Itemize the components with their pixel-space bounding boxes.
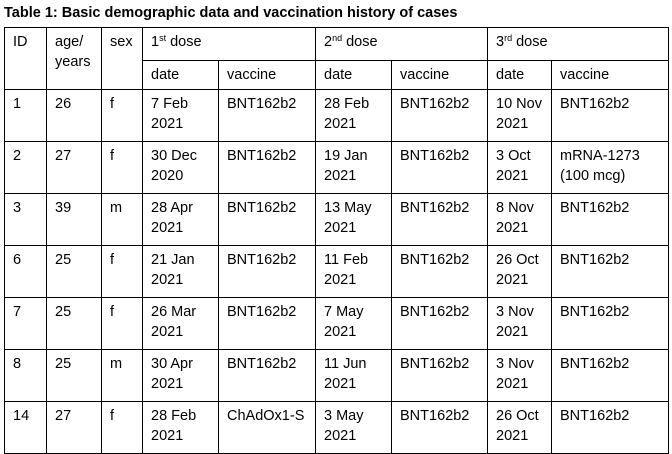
cell-dose-2-vaccine <box>392 246 488 298</box>
cell-dose-3-vaccine <box>552 90 669 142</box>
table-row <box>5 298 669 350</box>
cell-dose-1-date <box>143 298 219 350</box>
cell-dose-1-date-line: 28 Apr <box>151 200 193 216</box>
cell-dose-2-vaccine-line: BNT162b2 <box>400 252 470 268</box>
table-caption: Table 1: Basic demographic data and vaccination history of cases <box>4 5 458 21</box>
dose-2-number: 2 <box>324 34 333 50</box>
cell-dose-3-date-line: 2021 <box>496 220 529 236</box>
cell-dose-1-vaccine-line: BNT162b2 <box>227 252 297 268</box>
cell-dose-1-date <box>143 350 219 402</box>
cell-dose-3-vaccine <box>552 402 669 454</box>
cell-id: 8 <box>5 350 47 402</box>
cell-age: 25 <box>47 350 102 402</box>
cell-dose-3-date-line: 2021 <box>496 324 529 340</box>
header-row-doses <box>5 28 669 61</box>
table-row <box>5 90 669 142</box>
cell-dose-3-date <box>488 194 552 246</box>
cell-dose-2-vaccine-line: BNT162b2 <box>400 356 470 372</box>
cell-dose-3-date <box>488 90 552 142</box>
cell-dose-1-vaccine <box>219 350 316 402</box>
table-row <box>5 350 669 402</box>
cell-id: 2 <box>5 142 47 194</box>
demographics-table <box>4 27 669 454</box>
dose-1-number: 1 <box>151 34 160 50</box>
cell-dose-1-date-line: 2021 <box>151 116 184 132</box>
cell-dose-2-date <box>316 194 392 246</box>
header-dose-2-date: date <box>316 61 392 90</box>
cell-dose-3-vaccine-line: BNT162b2 <box>560 252 630 268</box>
cell-dose-1-date-line: 2021 <box>151 324 184 340</box>
cell-dose-3-date-line: 3 Oct <box>496 148 531 164</box>
header-age-line2: years <box>55 54 91 70</box>
cell-sex: f <box>102 402 143 454</box>
cell-dose-2-vaccine-line: BNT162b2 <box>400 304 470 320</box>
cell-dose-2-date <box>316 142 392 194</box>
cell-dose-1-vaccine-line: BNT162b2 <box>227 96 297 112</box>
cell-dose-2-vaccine <box>392 194 488 246</box>
table-row <box>5 246 669 298</box>
cell-dose-3-vaccine <box>552 194 669 246</box>
header-age-line1: age/ <box>55 34 84 50</box>
cell-dose-3-date-line: 3 Nov <box>496 304 534 320</box>
cell-dose-2-date-line: 2021 <box>324 324 357 340</box>
dose-2-suffix: nd <box>332 33 343 43</box>
cell-dose-1-date <box>143 142 219 194</box>
cell-age: 25 <box>47 246 102 298</box>
cell-dose-1-vaccine <box>219 246 316 298</box>
cell-id: 7 <box>5 298 47 350</box>
cell-dose-2-date-line: 2021 <box>324 220 357 236</box>
cell-dose-1-date <box>143 90 219 142</box>
cell-dose-3-vaccine <box>552 246 669 298</box>
cell-dose-1-date <box>143 402 219 454</box>
cell-dose-2-date <box>316 350 392 402</box>
cell-sex: f <box>102 298 143 350</box>
cell-dose-3-date-line: 8 Nov <box>496 200 534 216</box>
header-dose-2-vaccine: vaccine <box>392 61 488 90</box>
cell-dose-3-date-line: 10 Nov <box>496 96 542 112</box>
cell-dose-2-date <box>316 90 392 142</box>
cell-dose-3-vaccine-line: BNT162b2 <box>560 200 630 216</box>
cell-dose-2-date-line: 19 Jan <box>324 148 368 164</box>
cell-dose-1-date-line: 2021 <box>151 428 184 444</box>
cell-dose-3-date-line: 3 Nov <box>496 356 534 372</box>
header-id: ID <box>5 28 47 90</box>
cell-sex: m <box>102 350 143 402</box>
cell-dose-2-date-line: 2021 <box>324 168 357 184</box>
cell-dose-1-date-line: 28 Feb <box>151 408 197 424</box>
cell-dose-2-date-line: 13 May <box>324 200 372 216</box>
cell-dose-1-vaccine-line: BNT162b2 <box>227 148 297 164</box>
cell-dose-1-date-line: 26 Mar <box>151 304 197 320</box>
cell-dose-1-vaccine-line: ChAdOx1-S <box>227 408 305 424</box>
cell-dose-3-vaccine-line: (100 mcg) <box>560 168 626 184</box>
cell-dose-2-vaccine-line: BNT162b2 <box>400 148 470 164</box>
cell-dose-2-date <box>316 246 392 298</box>
cell-dose-3-vaccine-line: BNT162b2 <box>560 96 630 112</box>
table-row <box>5 402 669 454</box>
cell-dose-3-vaccine <box>552 142 669 194</box>
cell-sex: f <box>102 90 143 142</box>
header-age <box>47 28 102 90</box>
cell-dose-1-date-line: 7 Feb <box>151 96 189 112</box>
cell-dose-3-date-line: 2021 <box>496 168 529 184</box>
header-sex: sex <box>102 28 143 90</box>
cell-dose-1-date-line: 2021 <box>151 220 184 236</box>
header-dose-3 <box>488 28 669 61</box>
cell-dose-1-vaccine-line: BNT162b2 <box>227 304 297 320</box>
cell-dose-3-vaccine <box>552 298 669 350</box>
header-dose-2 <box>316 28 488 61</box>
cell-dose-3-date-line: 2021 <box>496 272 529 288</box>
cell-dose-2-date-line: 2021 <box>324 116 357 132</box>
cell-dose-2-date-line: 11 Feb <box>324 252 369 268</box>
cell-dose-1-date-line: 30 Dec <box>151 148 197 164</box>
cell-dose-1-date-line: 2020 <box>151 168 184 184</box>
cell-dose-2-date-line: 2021 <box>324 376 357 392</box>
cell-dose-1-vaccine <box>219 298 316 350</box>
cell-id: 3 <box>5 194 47 246</box>
cell-dose-3-date <box>488 298 552 350</box>
cell-dose-3-date <box>488 246 552 298</box>
cell-dose-2-date-line: 2021 <box>324 272 357 288</box>
cell-dose-2-vaccine <box>392 298 488 350</box>
cell-dose-2-date-line: 7 May <box>324 304 364 320</box>
cell-sex: f <box>102 246 143 298</box>
cell-dose-3-date-line: 2021 <box>496 376 529 392</box>
cell-dose-1-vaccine-line: BNT162b2 <box>227 356 297 372</box>
cell-dose-3-date <box>488 142 552 194</box>
cell-id: 6 <box>5 246 47 298</box>
cell-dose-2-date-line: 11 Jun <box>324 356 367 372</box>
cell-age: 27 <box>47 142 102 194</box>
cell-dose-2-vaccine <box>392 90 488 142</box>
table-row <box>5 142 669 194</box>
dose-3-word: dose <box>512 34 548 50</box>
dose-2-word: dose <box>342 34 378 50</box>
cell-sex: f <box>102 142 143 194</box>
cell-dose-2-date <box>316 298 392 350</box>
cell-dose-3-vaccine <box>552 350 669 402</box>
cell-age: 27 <box>47 402 102 454</box>
cell-dose-2-vaccine-line: BNT162b2 <box>400 96 470 112</box>
cell-dose-1-vaccine <box>219 90 316 142</box>
cell-dose-1-date <box>143 246 219 298</box>
cell-dose-2-vaccine <box>392 142 488 194</box>
header-dose-3-date: date <box>488 61 552 90</box>
cell-dose-1-vaccine <box>219 142 316 194</box>
cell-id: 14 <box>5 402 47 454</box>
cell-dose-3-vaccine-line: BNT162b2 <box>560 356 630 372</box>
cell-id: 1 <box>5 90 47 142</box>
cell-dose-1-date-line: 2021 <box>151 272 184 288</box>
dose-3-suffix: rd <box>504 33 513 43</box>
cell-dose-1-date-line: 30 Apr <box>151 356 193 372</box>
cell-dose-2-vaccine-line: BNT162b2 <box>400 200 470 216</box>
dose-1-suffix: st <box>159 33 167 43</box>
table-body <box>5 90 669 454</box>
cell-dose-2-date-line: 28 Feb <box>324 96 370 112</box>
cell-dose-2-date-line: 2021 <box>324 428 357 444</box>
cell-dose-3-date-line: 26 Oct <box>496 408 539 424</box>
header-dose-1-date: date <box>143 61 219 90</box>
cell-dose-1-vaccine <box>219 194 316 246</box>
cell-dose-3-vaccine-line: BNT162b2 <box>560 304 630 320</box>
cell-dose-2-date <box>316 402 392 454</box>
cell-age: 26 <box>47 90 102 142</box>
cell-dose-2-vaccine-line: BNT162b2 <box>400 408 470 424</box>
cell-dose-1-vaccine <box>219 402 316 454</box>
cell-dose-1-date-line: 2021 <box>151 376 184 392</box>
dose-3-number: 3 <box>496 34 505 50</box>
cell-dose-2-vaccine <box>392 350 488 402</box>
cell-dose-1-date-line: 21 Jan <box>151 252 195 268</box>
cell-dose-3-date-line: 2021 <box>496 428 529 444</box>
cell-dose-3-date <box>488 350 552 402</box>
table-row <box>5 194 669 246</box>
cell-sex: m <box>102 194 143 246</box>
header-dose-1-vaccine: vaccine <box>219 61 316 90</box>
cell-dose-3-date-line: 26 Oct <box>496 252 539 268</box>
cell-dose-1-date <box>143 194 219 246</box>
cell-age: 25 <box>47 298 102 350</box>
header-dose-1 <box>143 28 316 61</box>
cell-dose-1-vaccine-line: BNT162b2 <box>227 200 297 216</box>
cell-dose-3-vaccine-line: mRNA-1273 <box>560 148 640 164</box>
cell-dose-3-date-line: 2021 <box>496 116 529 132</box>
cell-dose-2-date-line: 3 May <box>324 408 364 424</box>
cell-dose-2-vaccine <box>392 402 488 454</box>
cell-dose-3-date <box>488 402 552 454</box>
cell-age: 39 <box>47 194 102 246</box>
dose-1-word: dose <box>166 34 202 50</box>
cell-dose-3-vaccine-line: BNT162b2 <box>560 408 630 424</box>
header-dose-3-vaccine: vaccine <box>552 61 669 90</box>
